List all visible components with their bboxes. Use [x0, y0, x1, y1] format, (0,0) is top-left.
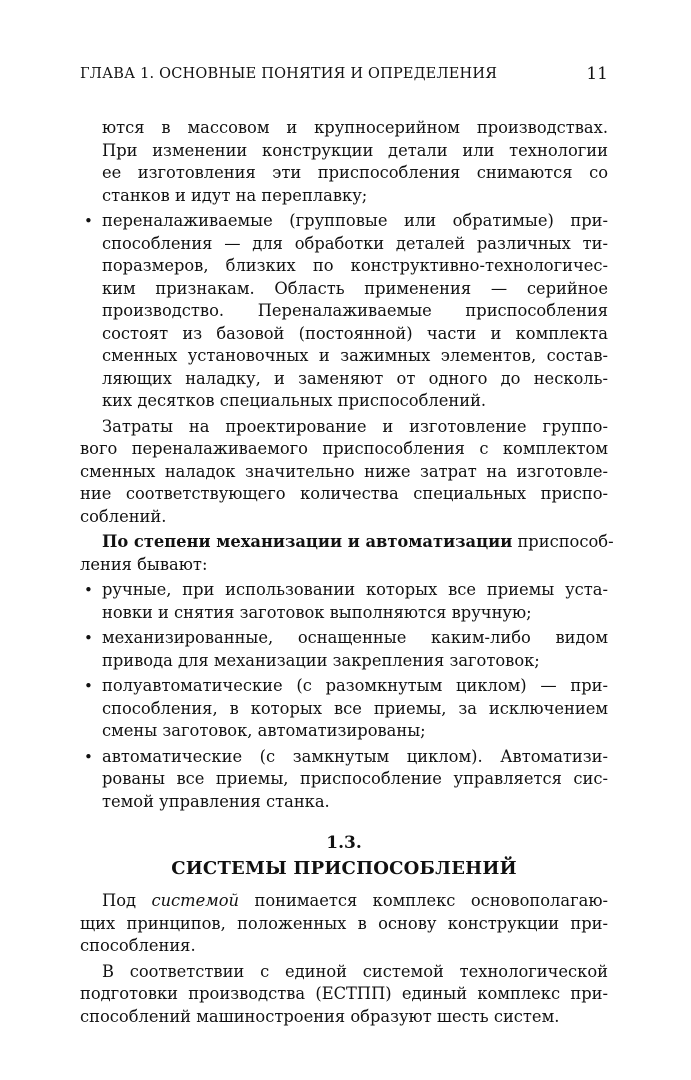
text-line: способления. — [80, 936, 196, 955]
text-line: В соответствии с единой системой технологической — [102, 961, 608, 981]
text-line: механизированные, оснащенные каким-либо видом — [102, 628, 608, 647]
continued-paragraph — [80, 117, 608, 207]
paragraph-definition — [80, 890, 608, 958]
text-line: подготовки производства (ЕСТПП) единый комплекс при- — [80, 984, 608, 1003]
text-line: полуавтоматические (с разомкнутым циклом) — при- — [102, 676, 608, 695]
text-line: ким признакам. Область применения — серийное — [102, 278, 608, 298]
text-line: ее изготовления эти приспособления снимаются со — [102, 163, 608, 182]
section-number: 1.3. — [326, 833, 362, 853]
text-line: способлений машиностроения образуют шесть систем. — [80, 1006, 560, 1026]
text-line: станков и идут на переплавку; — [102, 185, 368, 205]
text-line — [80, 890, 608, 913]
paragraph-mechanization — [80, 531, 614, 576]
bullet-item-readjustable — [80, 210, 608, 413]
text-line: автоматические (с замкнутым циклом). Автоматизи- — [102, 746, 608, 766]
text-line: производство. Переналаживаемые приспособления — [102, 301, 608, 320]
text-line: темой управления станка. — [102, 791, 330, 811]
text-line: смены заготовок, автоматизированы; — [102, 721, 426, 740]
text-line: ляющих наладку, и заменяют от одного до несколь- — [102, 368, 608, 388]
page-number: 11 — [586, 64, 608, 84]
text-line: ются в массовом и крупносерийном производствах. — [102, 118, 608, 137]
text-line: сменных наладок значительно ниже затрат на изготовле- — [80, 461, 608, 481]
text-line: ких десятков специальных приспособлений. — [102, 391, 487, 410]
bold-term: По степени механизации и автоматизации — [102, 532, 513, 551]
bullet-marker: • — [84, 677, 93, 695]
bullet-item-automatic — [80, 746, 608, 814]
bullet-marker: • — [84, 581, 93, 599]
text-line — [80, 531, 614, 554]
bullet-marker: • — [84, 629, 93, 647]
text-fragment: Под — [102, 891, 152, 910]
running-head: ГЛАВА 1. ОСНОВНЫЕ ПОНЯТИЯ И ОПРЕДЕЛЕНИЯ — [80, 66, 498, 82]
section-heading — [80, 831, 608, 882]
text-line: вого переналаживаемого приспособления с комплектом — [80, 439, 608, 458]
bullet-marker: • — [84, 212, 93, 230]
bullet-item-mechanized — [80, 627, 608, 672]
text-line: Затраты на проектирование и изготовление группо- — [102, 416, 608, 436]
text-line: соблений. — [80, 506, 167, 526]
section-title: СИСТЕМЫ ПРИСПОСОБЛЕНИЙ — [171, 858, 517, 879]
page-header — [80, 66, 608, 88]
text-line: способления, в которых все приемы, за исключением — [102, 698, 608, 718]
text-line: привода для механизации закрепления заготовок; — [102, 650, 540, 670]
text-fragment: приспособ- — [512, 532, 614, 551]
text-line: поразмеров, близких по конструктивно-технологичес- — [102, 256, 608, 275]
text-line: ручные, при использовании которых все приемы уста- — [102, 580, 608, 599]
bullet-item-semiautomatic — [80, 675, 608, 743]
text-line: способления — для обработки деталей различных ти- — [102, 233, 608, 253]
text-line: переналаживаемые (групповые или обратимые) при- — [102, 211, 608, 230]
text-line: состоят из базовой (постоянной) части и комплекта — [102, 323, 608, 343]
bullet-marker: • — [84, 747, 93, 766]
text-line: щих принципов, положенных в основу конструкции при- — [80, 913, 608, 933]
text-line: ления бывают: — [80, 554, 208, 574]
text-line: При изменении конструкции детали или технологии — [102, 140, 608, 160]
bullet-item-manual — [80, 579, 608, 624]
page-body — [80, 117, 614, 1031]
paragraph-estpp — [80, 961, 608, 1029]
text-line: рованы все приемы, приспособление управляется сис- — [102, 769, 608, 788]
text-line: новки и снятия заготовок выполняются вручную; — [102, 602, 532, 622]
text-fragment: понимается комплекс основополагаю- — [239, 891, 608, 910]
text-line: сменных установочных и зажимных элементов, состав- — [102, 346, 608, 365]
text-line: ние соответствующего количества специальных приспо- — [80, 484, 608, 503]
paragraph-costs — [80, 416, 608, 529]
italic-term: системой — [151, 891, 240, 910]
